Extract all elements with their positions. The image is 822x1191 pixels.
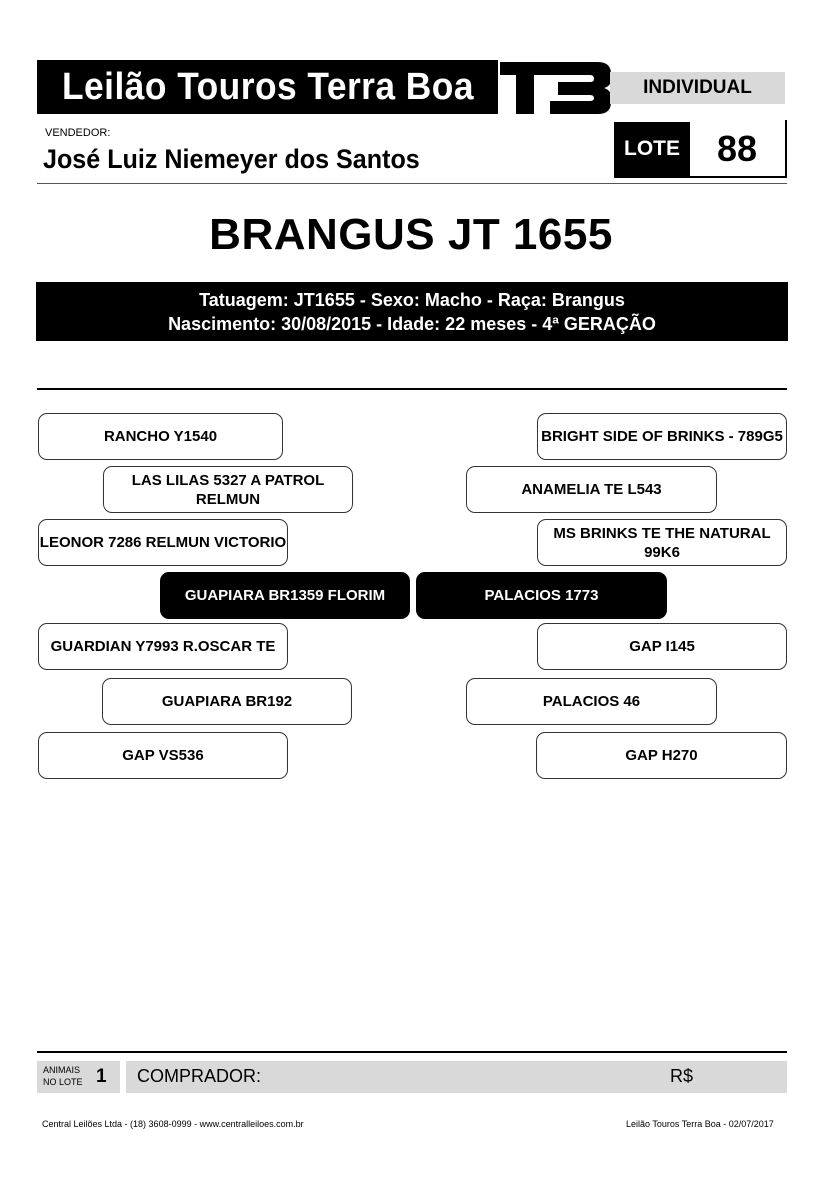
seller-name: José Luiz Niemeyer dos Santos bbox=[43, 144, 420, 174]
pedigree-ggs-2: GUARDIAN Y7993 R.OSCAR TE bbox=[38, 623, 288, 670]
header-divider bbox=[37, 183, 787, 184]
animals-label-line-2: NO LOTE bbox=[43, 1077, 83, 1087]
pedigree-sire: GUAPIARA BR1359 FLORIM bbox=[160, 572, 410, 619]
animals-label-line-1: ANIMAIS bbox=[43, 1065, 81, 1075]
seller-label: VENDEDOR: bbox=[45, 127, 111, 139]
animal-info-bar bbox=[36, 282, 788, 341]
event-footer: Leilão Touros Terra Boa - 02/07/2017 bbox=[626, 1119, 774, 1129]
pedigree-ggd-2: GAP VS536 bbox=[38, 732, 288, 779]
buyer-bar-separator bbox=[120, 1061, 126, 1093]
pedigree-ggd-4: GAP H270 bbox=[536, 732, 787, 779]
pedigree-gs-1: LAS LILAS 5327 A PATROL RELMUN bbox=[103, 466, 353, 513]
pedigree-dam: PALACIOS 1773 bbox=[416, 572, 667, 619]
lot-underline bbox=[614, 176, 787, 178]
pedigree-ggs-1: RANCHO Y1540 bbox=[38, 413, 283, 460]
pedigree-gs-2: ANAMELIA TE L543 bbox=[466, 466, 717, 513]
pedigree-gd-1: GUAPIARA BR192 bbox=[102, 678, 352, 725]
footer-divider bbox=[37, 1051, 787, 1053]
animals-count: 1 bbox=[96, 1066, 107, 1087]
company-footer: Central Leilões Ltda - (18) 3608-0999 - www.centralleiloes.com.br bbox=[42, 1119, 304, 1129]
category-badge: INDIVIDUAL bbox=[610, 72, 785, 104]
auction-title: Leilão Touros Terra Boa bbox=[62, 66, 474, 108]
tb-logo bbox=[498, 58, 613, 116]
lot-number: 88 bbox=[716, 128, 758, 169]
pedigree-ggd-3: MS BRINKS TE THE NATURAL 99K6 bbox=[537, 519, 787, 566]
lot-label: LOTE bbox=[614, 122, 690, 176]
pedigree-ggs-4: GAP I145 bbox=[537, 623, 787, 670]
pedigree-ggs-3: BRIGHT SIDE OF BRINKS - 789G5 bbox=[537, 413, 787, 460]
pedigree-divider bbox=[37, 388, 787, 390]
animal-name: BRANGUS JT 1655 bbox=[209, 210, 613, 259]
pedigree-gd-2: PALACIOS 46 bbox=[466, 678, 717, 725]
animal-info-line-2: Nascimento: 30/08/2015 - Idade: 22 meses - 4ª GERAÇÃO bbox=[168, 314, 656, 334]
pedigree-ggd-1: LEONOR 7286 RELMUN VICTORIO bbox=[38, 519, 288, 566]
animals-in-lot-label bbox=[43, 1064, 83, 1088]
buyer-label: COMPRADOR: bbox=[137, 1066, 262, 1086]
animal-info-line-1: Tatuagem: JT1655 - Sexo: Macho - Raça: Brangus bbox=[199, 290, 625, 310]
currency-label: R$ bbox=[670, 1066, 694, 1086]
